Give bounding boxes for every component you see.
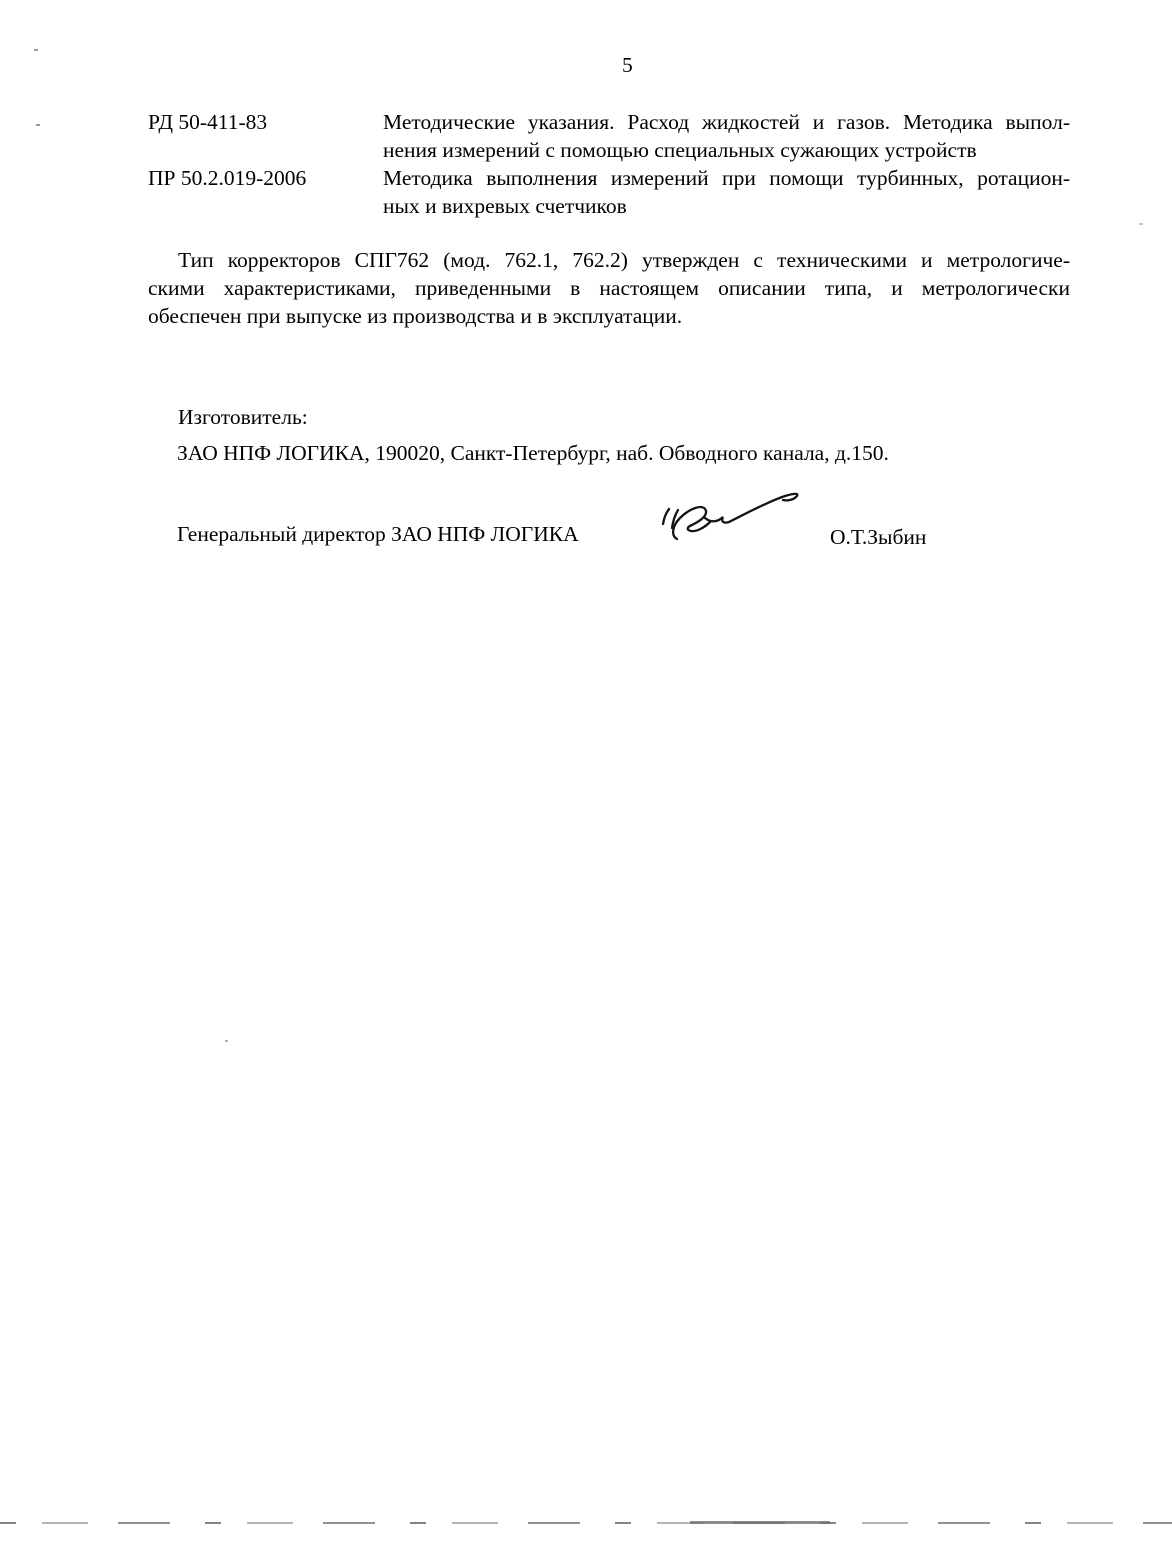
signature-icon	[645, 476, 820, 556]
reference-description-line: Методика выполнения измерений при помощи турбинных, ротацион-	[383, 166, 1070, 190]
scan-speck	[34, 49, 38, 51]
reference-description	[383, 164, 1070, 220]
reference-code: РД 50-411-83	[148, 110, 268, 134]
scan-speck	[225, 1040, 228, 1042]
reference-description-line: ных и вихревых счетчиков	[383, 194, 627, 218]
approval-paragraph-line: Тип корректоров СПГ762 (мод. 762.1, 762.2) утвержден с техническими и метрологиче-	[178, 248, 1070, 272]
approval-paragraph-line: обеспечен при выпуске из производства и в эксплуатации.	[148, 304, 683, 328]
reference-description-line: нения измерений с помощью специальных сужающих устройств	[383, 138, 977, 162]
reference-description-line: Методические указания. Расход жидкостей и газов. Методика выпол-	[383, 110, 1070, 134]
reference-description	[383, 108, 1070, 164]
director-name: О.Т.Зыбин	[830, 525, 927, 549]
reference-item	[148, 108, 1070, 164]
manufacturer-address: ЗАО НПФ ЛОГИКА, 190020, Санкт-Петербург, наб. Обводного канала, д.150.	[177, 441, 889, 465]
reference-code: ПР 50.2.019-2006	[148, 166, 307, 190]
scan-artifact-line	[0, 1522, 1172, 1524]
references-list	[148, 108, 1070, 220]
approval-paragraph	[148, 246, 1070, 330]
approval-paragraph-line: скими характеристиками, приведенными в настоящем описании типа, и метрологически	[148, 276, 1070, 300]
manufacturer-label: Изготовитель:	[178, 405, 308, 429]
scan-speck	[1139, 223, 1143, 225]
reference-item	[148, 164, 1070, 220]
page-number: 5	[622, 53, 633, 77]
scan-speck	[36, 124, 40, 126]
scan-artifact-line-segment	[690, 1521, 830, 1524]
director-title: Генеральный директор ЗАО НПФ ЛОГИКА	[177, 522, 579, 546]
